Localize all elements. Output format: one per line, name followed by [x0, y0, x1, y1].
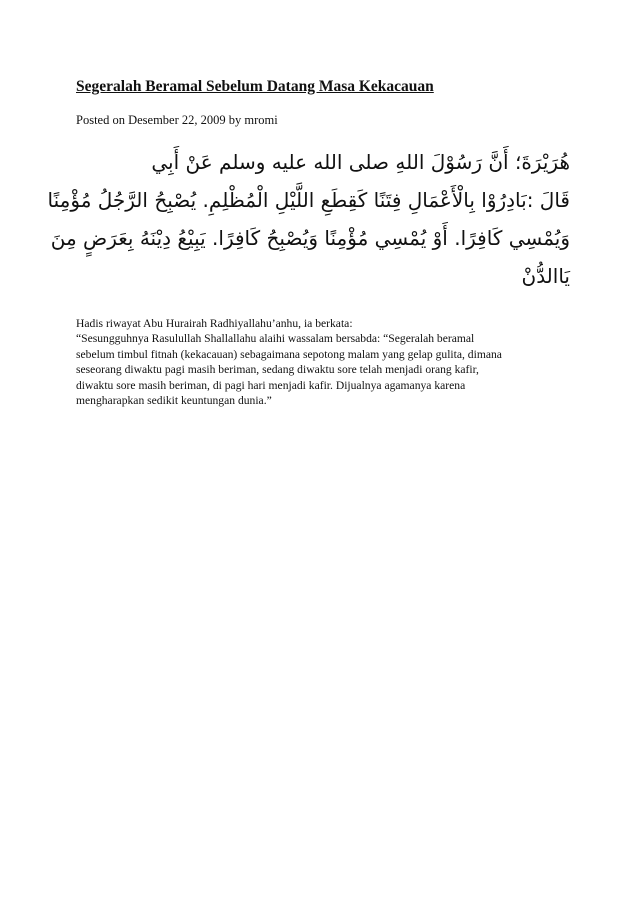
- post-meta: Posted on Desember 22, 2009 by mromi: [76, 113, 278, 127]
- arabic-line: وَيُمْسِي كَافِرًا. أَوْ يُمْسِي مُؤْمِنًا وَيُصْبِحُ كَافِرًا. يَبِيْعُ دِيْنَهُ بِعَرَضٍ مِنَ: [50, 226, 570, 250]
- paragraph-line: diwaktu sore masih beriman, di pagi hari menjadi kafir. Dijualnya agamanya karena: [76, 378, 466, 392]
- arabic-line: قَالَ :بَادِرُوْا بِالْأَعْمَالِ فِتَنًا كَقِطَعِ اللَّيْلِ الْمُظْلِمِ. يُصْبِحُ الرَّجُلُ مُؤْمِنًا: [47, 188, 570, 212]
- paragraph-line: mengharapkan sedikit keuntungan dunia.”: [76, 394, 272, 408]
- paragraph-line: Hadis riwayat Abu Hurairah Radhiyallahu’anhu, ia berkata:: [76, 317, 353, 330]
- arabic-line: يَاالدُّنْ: [521, 264, 570, 288]
- paragraph-line: seseorang diwaktu pagi masih beriman, sedang diwaktu sore telah menjadi orang kafir,: [76, 363, 479, 377]
- post-title[interactable]: Segeralah Beramal Sebelum Datang Masa Kekacauan: [76, 78, 434, 95]
- paragraph-line: “Sesungguhnya Rasulullah Shallallahu alaihi wassalam bersabda: “Segeralah beramal: [76, 332, 475, 346]
- paragraph-line: sebelum timbul fitnah (kekacauan) sebagaimana sepotong malam yang gelap gulita, dimana: [76, 347, 502, 361]
- arabic-line: هُرَيْرَةَ؛ أَنَّ رَسُوْلَ اللهِ صلى الله عليه وسلم عَنْ أَبِي: [151, 150, 570, 174]
- arabic-hadith-text: [47, 143, 570, 295]
- translation-paragraph: [76, 316, 576, 408]
